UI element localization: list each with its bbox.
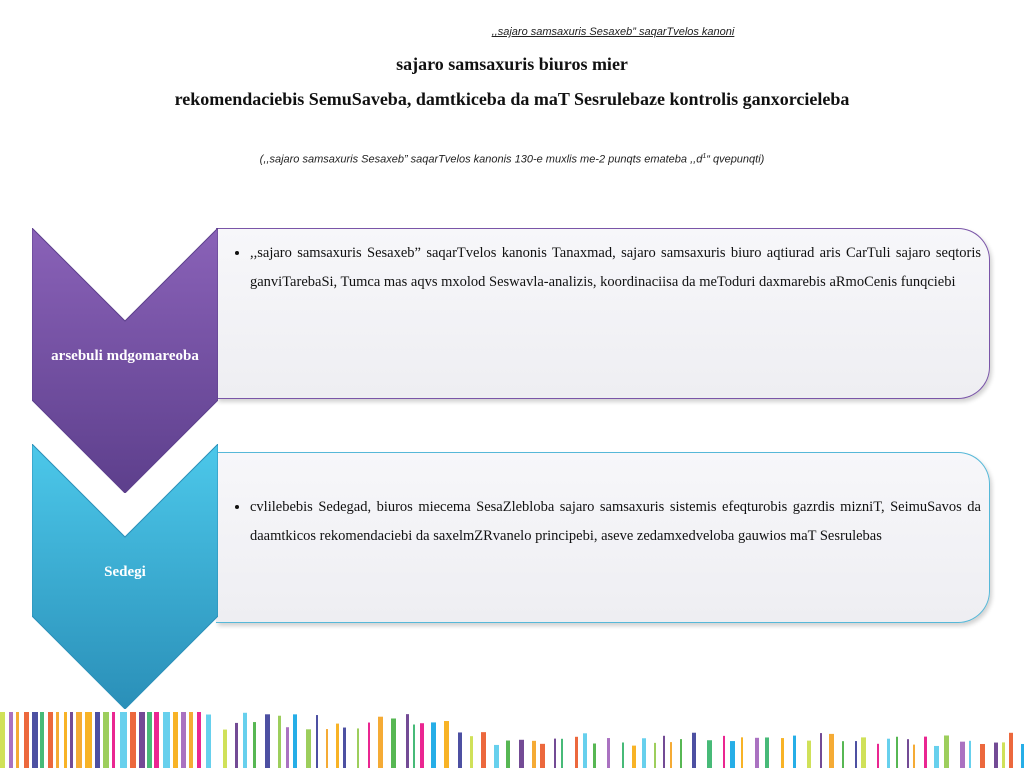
stripe-bar [16,712,19,768]
stripe-bar [969,741,971,768]
current-state-label: arsebuli mdgomareoba [51,348,199,364]
stripe-bar [286,727,289,768]
stripe-bar [470,736,473,768]
result-list [216,453,989,550]
stripe-bar [406,714,409,768]
law-reference-link[interactable]: ,,sajaro samsaxuris Sesaxeb” saqarTvelos kanoni [491,26,735,38]
stripe-bar [829,734,834,768]
stripe-bar [420,723,424,768]
stripe-bar [663,736,665,768]
stripe-bar [887,739,890,768]
stripe-bar [130,712,136,768]
stripe-bar [103,712,109,768]
stripe-bar [907,739,909,768]
stripe-bar [632,746,636,768]
current-state-bullet: • ,,sajaro samsaxuris Sesaxeb” saqarTvelos kanonis Tanaxmad, sajaro samsaxuris biuro aqtiurad aris CarTuli sajaro seqtoris ganviTarebaSi, Tumca mas aqvs mxolod Seswavla-analizis, koordinaciisa da meToduri daxmarebis aRmoCenis funqciebi [250,239,981,296]
stripe-bar [723,736,725,768]
stripe-bar [40,712,44,768]
stripe-bar [913,745,915,768]
stripe-bar [494,745,499,768]
stripe-bar [343,728,346,768]
stripe-bar [154,712,159,768]
stripe-bar [730,741,735,768]
stripe-bar [944,735,949,768]
stripe-bar [56,712,59,768]
page-title-line2: rekomendaciebis SemuSaveba, damtkiceba da maT Sesrulebaze kontrolis ganxorcieleba [174,89,850,109]
page-title-line1: sajaro samsaxuris biuros mier [396,54,628,74]
stripe-bar [197,712,201,768]
stripe-bar [70,712,73,768]
stripe-bar [368,723,370,768]
stripe-bar [622,742,624,768]
stripe-bar [680,739,682,768]
stripe-bar [861,737,866,768]
stripe-bar [994,743,998,768]
stripe-bar [0,712,5,768]
stripe-bar [163,712,170,768]
stripe-bar [670,742,672,768]
stripe-bar [755,738,759,768]
stripe-bar [877,744,879,768]
stripe-bar [139,712,145,768]
stripe-bar [9,712,13,768]
stripe-bar [781,738,784,768]
subtitle-end: “ qvepunqti) [706,153,765,166]
stripe-bar [76,712,82,768]
stripe-bar [481,732,486,768]
stripe-bar [316,715,318,768]
stripe-bar [583,733,587,768]
stripe-bar [357,728,359,768]
stripe-bar [278,716,281,768]
stripe-bar [391,718,396,768]
stripe-bar [189,712,193,768]
stripe-bar [265,714,270,768]
current-state-card [216,228,990,399]
stripe-bar [607,738,610,768]
stripe-bar [842,741,844,768]
stripe-bar [48,712,53,768]
subtitle-main: (,,sajaro samsaxuris Sesaxeb” saqarTvelos kanonis 130-e muxlis me-2 punqts emateba ,,d [259,153,703,166]
stripe-bar [855,741,857,768]
stripe-bar [741,737,743,768]
stripe-bar [642,738,646,768]
stripe-bar [554,739,556,768]
stripe-bar [306,729,311,768]
result-chevron [32,444,218,709]
stripe-bar [173,712,178,768]
stripe-bar [519,740,524,768]
stripe-bar [707,740,712,768]
stripe-bar [24,712,29,768]
stripe-bar [793,736,796,768]
current-state-list [216,229,989,296]
stripe-bar [807,741,811,768]
stripe-bar [120,712,127,768]
stripe-bar [593,744,596,768]
stripe-bar [206,715,211,768]
stripe-bar [95,712,100,768]
result-label: Sedegi [104,564,146,580]
stripe-bar [820,733,822,768]
stripe-bar [235,723,238,768]
stripe-bar [540,744,545,768]
stripe-bar [181,712,186,768]
stripe-bar [896,737,898,768]
stripe-bar [692,733,696,768]
decorative-color-strip [0,712,1024,768]
stripe-bar [506,741,510,768]
stripe-bar [980,744,985,768]
stripe-bar [378,717,383,768]
result-bullet: • cvlilebebis Sedegad, biuros miecema SesaZlebloba sajaro samsaxuris sistemis efeqturobis gazrdis mizniT, SeimuSavos da daamtkicos rekomendaciebi da saxelmZRvanelo principebi, aseve zedamxedveloba gauwios maT Sesrulebas [250,493,981,550]
stripe-bar [458,732,462,768]
stripe-bar [223,730,227,768]
stripe-bar [1002,742,1005,768]
page-subtitle [0,153,1024,166]
stripe-bar [431,722,436,768]
stripe-bar [413,725,415,768]
stripe-bar [253,722,256,768]
stripe-bar [147,712,152,768]
stripe-bar [444,721,449,768]
stripe-bar [64,712,67,768]
subtitle-superscript: 1 [702,153,707,160]
stripe-bar [960,742,965,768]
stripe-bar [934,746,939,768]
stripe-bar [85,712,92,768]
stripe-bar [532,741,536,768]
stripe-bar [561,739,563,768]
stripe-bar [336,724,339,768]
stripe-bar [243,713,247,768]
stripe-bar [293,714,297,768]
stripe-bar [575,737,578,768]
stripe-bar [654,743,656,768]
stripe-bar [32,712,38,768]
stripe-bar [924,737,927,768]
stripe-bar [326,729,328,768]
result-card [216,452,990,623]
stripe-bar [112,712,115,768]
stripe-bar [1009,733,1013,768]
stripe-bar [765,737,769,768]
